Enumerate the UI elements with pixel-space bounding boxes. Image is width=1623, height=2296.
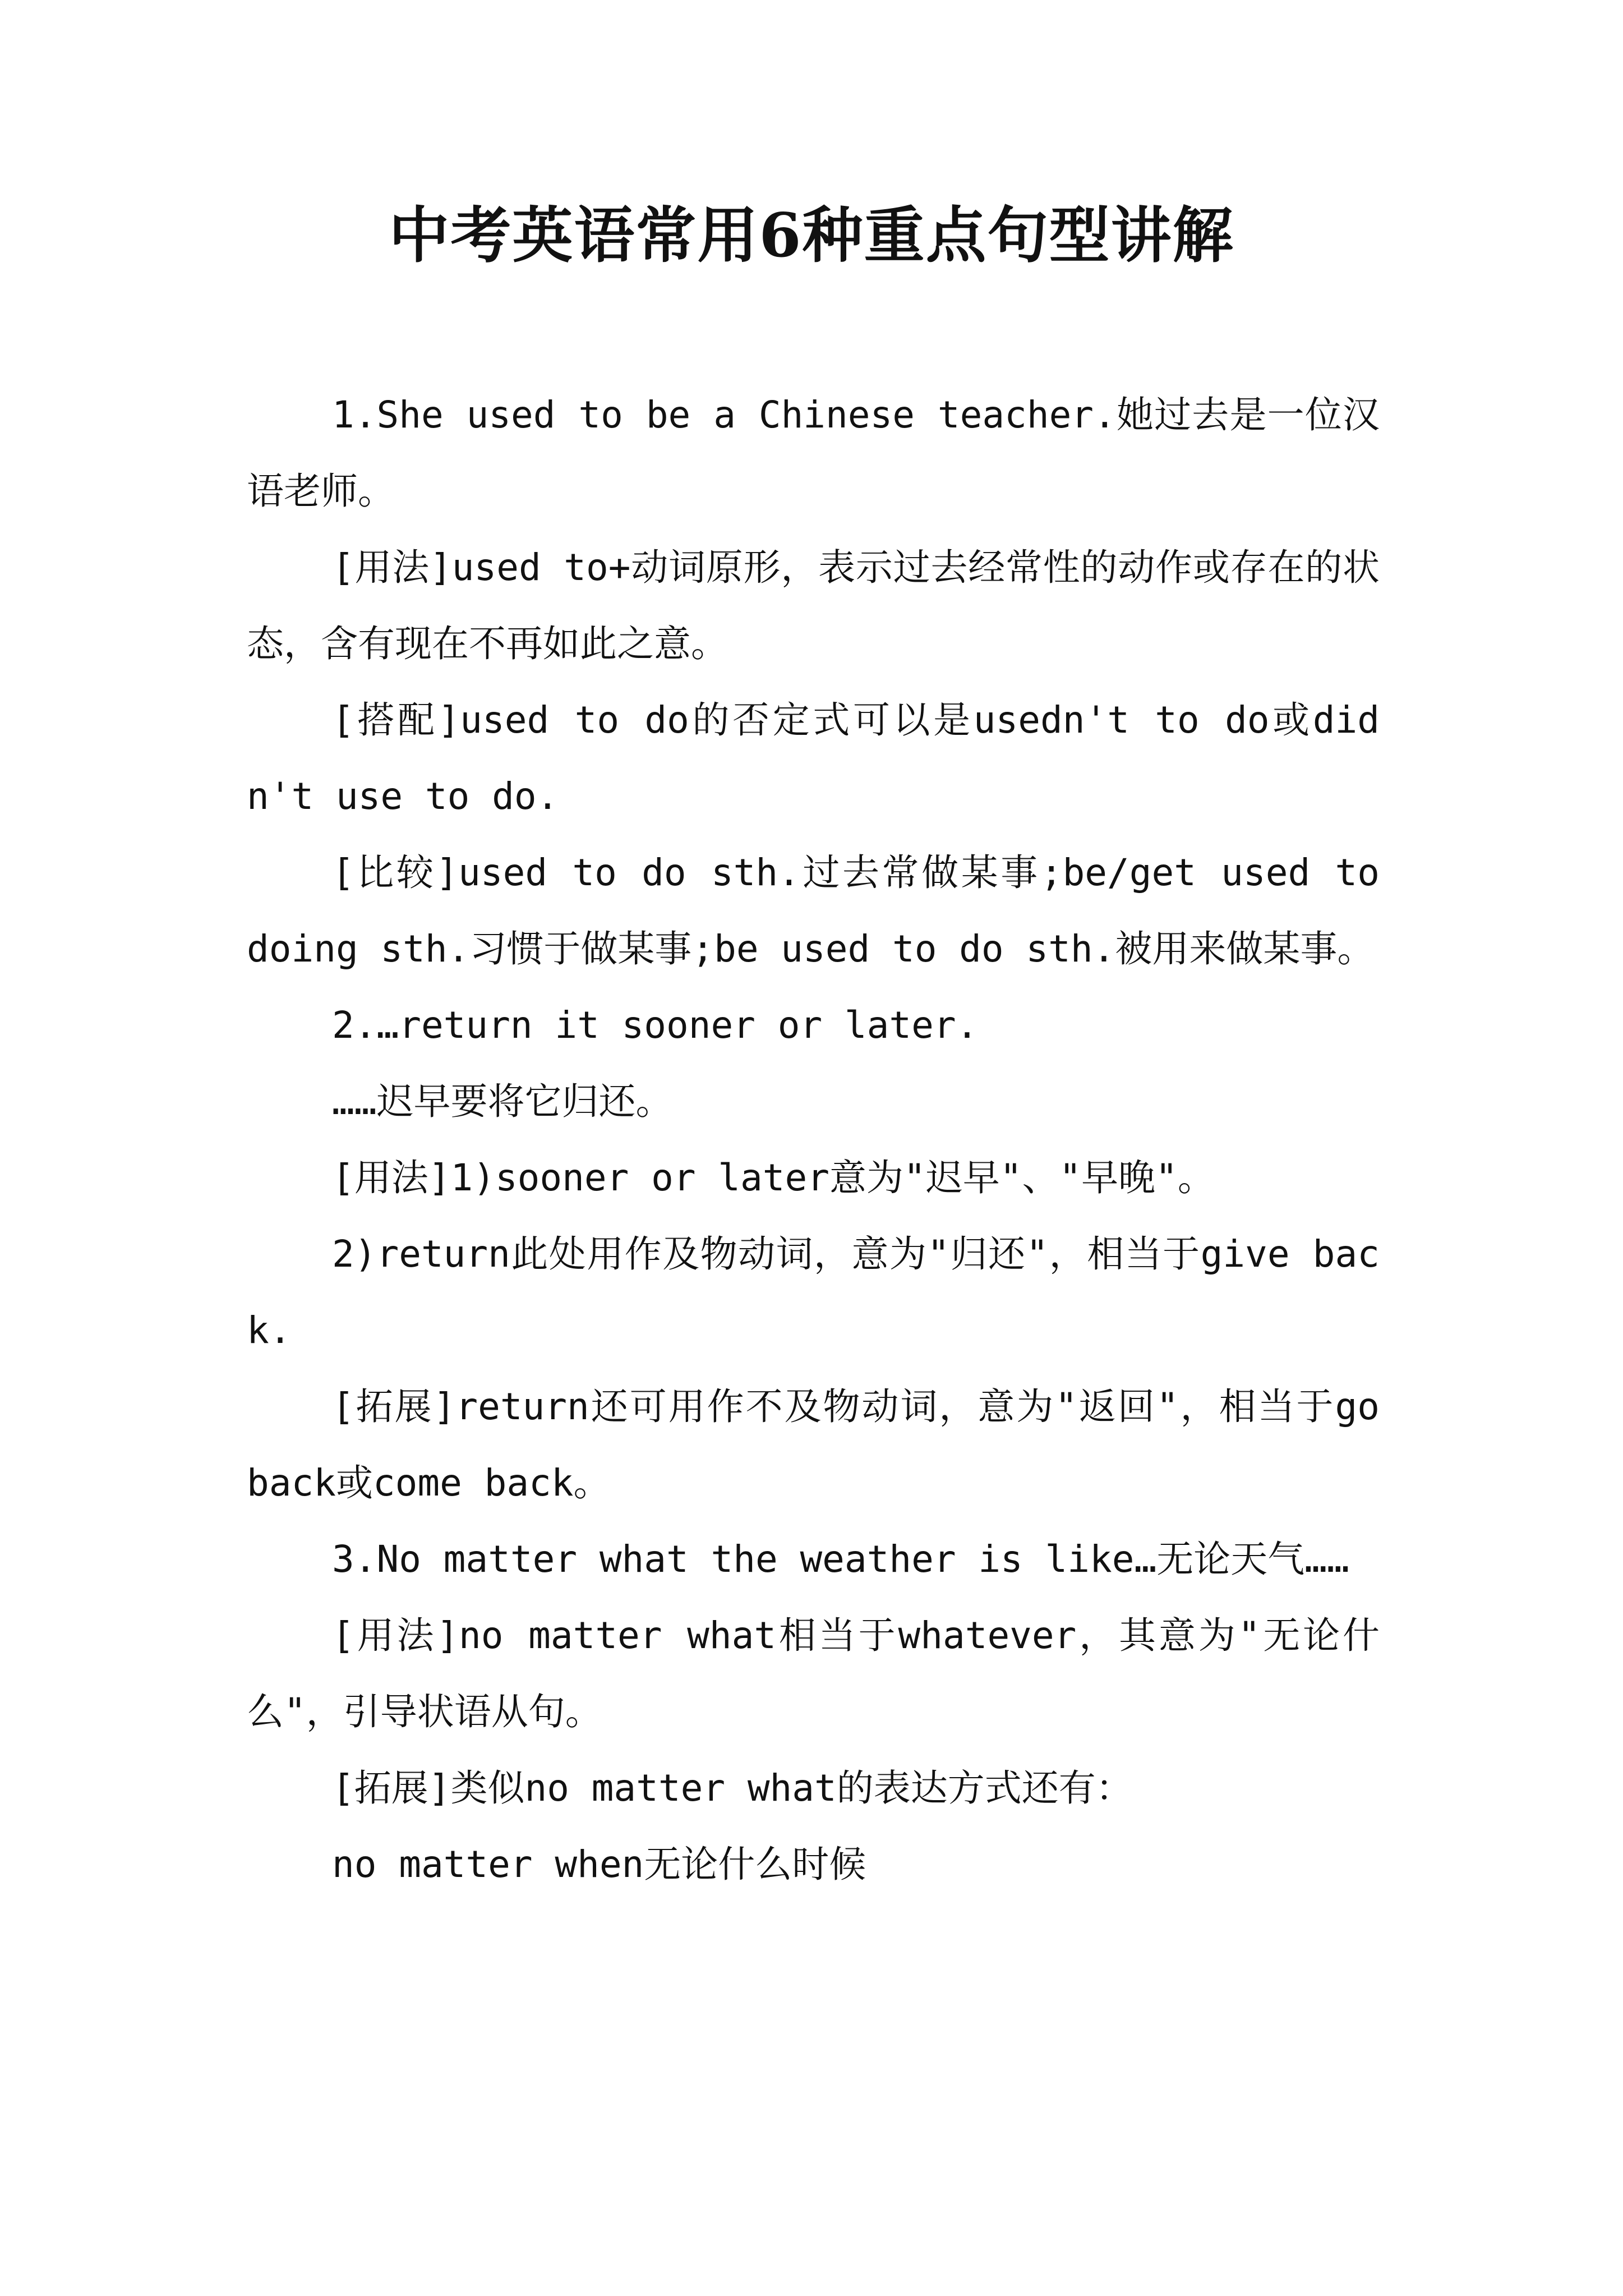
sentence-1-paragraph: 1.She used to be a Chinese teacher.她过去是一位汉语老师。	[247, 393, 1380, 513]
extension-paragraph: [拓展]return还可用作不及物动词，意为"返回"，相当于go back或come back。	[247, 1385, 1380, 1504]
sentence-3-paragraph: 3.No matter what the weather is like…无论天气……	[332, 1538, 1349, 1581]
usage-paragraph: [用法]used to+动词原形，表示过去经常性的动作或存在的状态，含有现在不再如此之意。	[247, 546, 1380, 665]
comparison-paragraph: [比较]used to do sth.过去常做某事;be/get used to doing sth.习惯于做某事;be used to do sth.被用来做某事。	[247, 851, 1380, 970]
extension-paragraph: [拓展]类似no matter what的表达方式还有：	[332, 1766, 1133, 1810]
document-title: 中考英语常用6种重点句型讲解	[389, 200, 1234, 271]
example-paragraph: no matter when无论什么时候	[332, 1843, 866, 1886]
collocation-paragraph: [搭配]used to do的否定式可以是usedn't to do或didn't use to do.	[247, 698, 1380, 818]
usage-paragraph: [用法]1)sooner or later意为"迟早"、"早晚"。	[332, 1156, 1215, 1199]
usage-paragraph: 2)return此处用作及物动词，意为"归还"，相当于give back.	[247, 1232, 1380, 1352]
usage-paragraph: [用法]no matter what相当于whatever，其意为"无论什么"，引导状语从句。	[247, 1614, 1380, 1733]
document-body	[247, 377, 1380, 1903]
sentence-2-translation: ……迟早要将它归还。	[332, 1080, 673, 1123]
sentence-2-paragraph: 2.…return it sooner or later.	[332, 1004, 979, 1047]
